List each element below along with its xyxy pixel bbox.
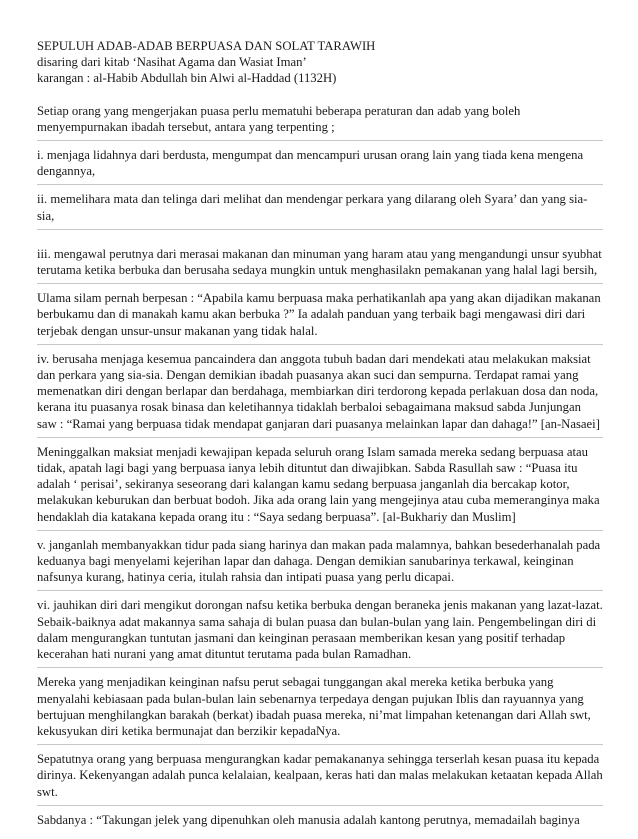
adab-6-paragraph: vi. jauhikan diri dari mengikut dorongan nafsu ketika berbuka dengan beraneka jenis makanan yang lazat-lazat. Sebaik-baiknya adat makannya sama sahaja di bulan puasa dan bulan-bulan yang lain. Pengembelingan diri di dalam mengurangkan tuntutan jasmani dan keinginan perasaan memberikan kesan yang positif terhadap kecerahan hati nurani yang amat dituntut terutama pada bulan Ramadhan. <box>37 597 603 668</box>
reduce-food-paragraph: Sepatutnya orang yang berpuasa mengurangkan kadar pemakananya sehingga terserlah kesan puasa itu kepada dirinya. Kekenyangan adalah punca kelalaian, kealpaan, keras hati dan malas melakukan ketaatan kepada Allah swt. <box>37 751 603 806</box>
adab-1-paragraph: i. menjaga lidahnya dari berdusta, mengumpat dan mencampuri urusan orang lain yang tiada kena mengena dengannya, <box>37 147 603 185</box>
document-page <box>37 38 603 839</box>
adab-4-paragraph: iv. berusaha menjaga kesemua pancaindera dan anggota tubuh badan dari mendekati atau melakukan maksiat dan perkara yang sia-sia. Dengan demikian ibadah puasanya akan suci dan sempurna. Terdapat ramai yang memenatkan diri dengan berlapar dan berdahaga, membiarkan diri terdorong kepada perlakuan dosa dan noda, kerana itu puasanya rosak binasa dan keletihannya tidaklah berbaloi sebagaimana maksud sabda Junjungan saw : “Ramai yang berpuasa tidak mendapat ganjaran dari puasanya melainkan lapar dan dahaga!” [an-Nasaei] <box>37 351 603 438</box>
document-header <box>37 38 603 87</box>
adab-2-paragraph: ii. memelihara mata dan telinga dari melihat dan mendengar perkara yang dilarang oleh Syara’ dan yang sia-sia, <box>37 191 603 229</box>
ulama-advice-paragraph: Ulama silam pernah berpesan : “Apabila kamu berpuasa maka perhatikanlah apa yang akan dijadikan makanan berbukamu dan di manakah kamu akan berbuka ?” Ia adalah panduan yang terbaik bagi mengawasi diri dari terjebak dengan unsur-unsur makanan yang tidak halal. <box>37 290 603 345</box>
adab-5-paragraph: v. janganlah membanyakkan tidur pada siang harinya dan makan pada malamnya, bahkan besederhanalah pada keduanya bagi menyelami kejerihan lapar dan dahaga. Dengan demikian sanubarinya terkawal, keinginan nafsunya kurang, hatinya ceria, itulah rahsia dan intipati puasa yang perlu dicapai. <box>37 537 603 592</box>
desire-paragraph: Mereka yang menjadikan keinginan nafsu perut sebagai tunggangan akal mereka ketika berbuka yang menyalahi kebiasaan pada bulan-bulan lain sebenarnya terpedaya dengan pujukan Iblis dan rayuannya yang bertujuan menghilangkan barakah (berkat) ibadah puasa mereka, ni’mat limpahan ketenangan dari Allah swt, kekusyukan diri ketika bermunajat dan berzikir kepadaNya. <box>37 674 603 745</box>
source-line: disaring dari kitab ‘Nasihat Agama dan Wasiat Iman’ <box>37 55 307 70</box>
document-title: SEPULUH ADAB-ADAB BERPUASA DAN SOLAT TARAWIH <box>37 39 376 53</box>
hadith-paragraph: Sabdanya : “Takungan jelek yang dipenuhkan oleh manusia adalah kantong perutnya, memadailah baginya <box>37 812 580 827</box>
intro-paragraph: Setiap orang yang mengerjakan puasa perlu mematuhi beberapa peraturan dan adab yang boleh menyempurnakan ibadah tersebut, antara yang terpenting ; <box>37 103 603 141</box>
adab-3-paragraph: iii. mengawal perutnya dari merasai makanan dan minuman yang haram atau yang mengandungi unsur syubhat terutama ketika berbuka dan berusaha sedaya mungkin untuk menghasilakn pemakanan yang halal lagi bersih, <box>37 246 603 284</box>
leave-sin-paragraph: Meninggalkan maksiat menjadi kewajipan kepada seluruh orang Islam samada mereka sedang berpuasa atau tidak, apatah lagi bagi yang berpuasa ianya lebih dituntut dan diwajibkan. Sabda Rasullah saw : “Puasa itu adalah ‘ perisai’, sekiranya seseorang dari kalangan kamu sedang berpuasa janganlah dia bercakap kotor, melakukan keburukan dan berbuat bodoh. Jika ada orang lain yang mengejinya atau cuba memeranginya maka hendaklah dia katakana kepada orang itu : “Saya sedang berpuasa”. [al-Bukhariy dan Muslim] <box>37 444 603 531</box>
author-line: karangan : al-Habib Abdullah bin Alwi al-Haddad (1132H) <box>37 71 337 86</box>
